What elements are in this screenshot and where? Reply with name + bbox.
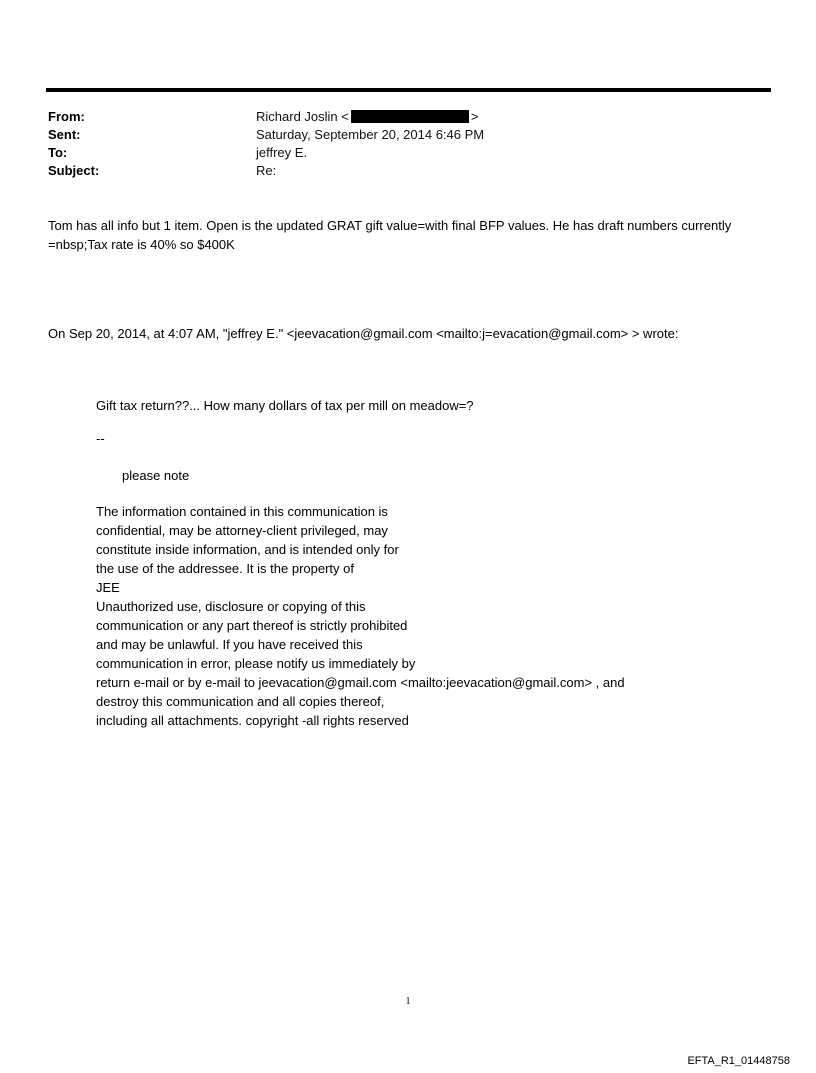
disclaimer — [96, 502, 716, 730]
disclaimer-line: confidential, may be attorney-client privileged, may — [96, 523, 388, 538]
from-label: From: — [48, 109, 85, 124]
from-row — [48, 108, 748, 126]
subject-value: Re: — [256, 163, 277, 178]
disclaimer-line: including all attachments. copyright -all rights reserved — [96, 713, 409, 728]
disclaimer-line: communication in error, please notify us immediately by — [96, 656, 416, 671]
reply-line: Tom has all info but 1 item. Open is the updated GRAT gift value=with final BFP values. He has draft numbers currently — [48, 218, 732, 233]
sent-row — [48, 126, 748, 144]
sent-value: Saturday, September 20, 2014 6:46 PM — [256, 127, 485, 142]
reply-body — [48, 216, 778, 254]
disclaimer-line: communication or any part thereof is strictly prohibited — [96, 618, 408, 633]
page-number: 1 — [405, 996, 411, 1007]
from-close: > — [470, 109, 479, 124]
please-note: please note — [122, 468, 190, 483]
sent-label: Sent: — [48, 127, 81, 142]
disclaimer-line: destroy this communication and all copies thereof, — [96, 694, 385, 709]
to-label: To: — [48, 145, 68, 160]
reply-line: =nbsp;Tax rate is 40% so $400K — [48, 237, 235, 252]
email-header — [48, 108, 748, 180]
from-value — [256, 108, 478, 126]
document-id: EFTA_R1_01448758 — [687, 1055, 790, 1067]
header-rule — [46, 88, 771, 92]
subject-row — [48, 162, 748, 180]
quoted-intro: On Sep 20, 2014, at 4:07 AM, "jeffrey E." <jeevacation@gmail.com <mailto:j=evacation@gmail.com> > wrote: — [48, 326, 679, 341]
disclaimer-line: JEE — [96, 580, 120, 595]
to-row — [48, 144, 748, 162]
from-name: Richard Joslin < — [256, 109, 349, 124]
to-value: jeffrey E. — [256, 145, 308, 160]
disclaimer-line: The information contained in this communication is — [96, 504, 388, 519]
disclaimer-line: the use of the addressee. It is the property of — [96, 561, 354, 576]
disclaimer-line: constitute inside information, and is intended only for — [96, 542, 399, 557]
disclaimer-line: and may be unlawful. If you have received this — [96, 637, 363, 652]
disclaimer-line: Unauthorized use, disclosure or copying of this — [96, 599, 366, 614]
disclaimer-line: return e-mail or by e-mail to jeevacation@gmail.com <mailto:jeevacation@gmail.com> , and — [96, 675, 625, 690]
subject-label: Subject: — [48, 163, 100, 178]
signature-dash: -- — [96, 431, 105, 446]
redaction-box — [351, 110, 469, 123]
quoted-question: Gift tax return??... How many dollars of tax per mill on meadow=? — [96, 398, 474, 413]
